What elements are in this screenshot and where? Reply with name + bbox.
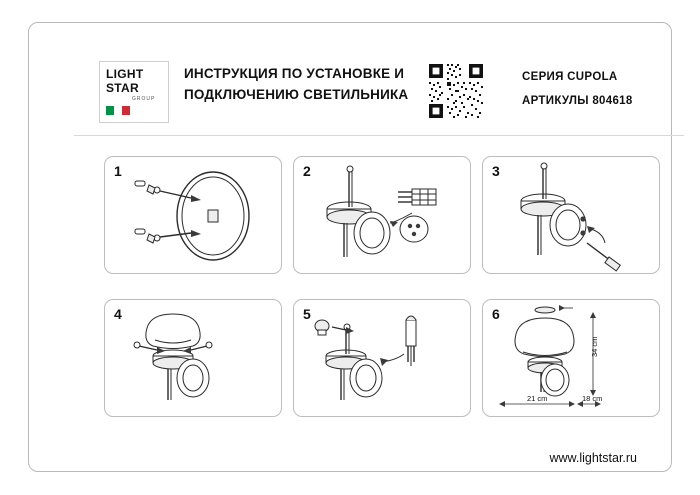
- website-url: www.lightstar.ru: [549, 451, 637, 465]
- series-article: АРТИКУЛЫ 804618: [522, 95, 633, 107]
- step-5: [293, 299, 471, 417]
- dimension-depth: 18 cm: [582, 394, 603, 403]
- title-line2: ПОДКЛЮЧЕНИЮ СВЕТИЛЬНИКА: [184, 87, 409, 102]
- page-title: [184, 63, 414, 105]
- step-6: [482, 299, 660, 417]
- step-3: [482, 156, 660, 274]
- header-divider: [74, 135, 684, 136]
- step-5-illustration: [294, 300, 470, 416]
- brand-group: GROUP: [132, 96, 156, 102]
- dimension-height: 34 cm: [590, 336, 599, 357]
- italy-flag-icon: [106, 106, 130, 115]
- qr-code-icon: [426, 61, 486, 121]
- step-4-number: 4: [114, 306, 122, 322]
- step-5-number: 5: [303, 306, 311, 322]
- title-line1: ИНСТРУКЦИЯ ПО УСТАНОВКЕ И: [184, 66, 405, 81]
- dimension-width: 21 cm: [527, 394, 548, 403]
- brand-logo: [99, 61, 169, 123]
- step-6-illustration: [483, 300, 659, 416]
- step-3-illustration: [483, 157, 659, 273]
- step-2-number: 2: [303, 163, 311, 179]
- brand-line1: LIGHT: [106, 67, 144, 81]
- step-6-number: 6: [492, 306, 500, 322]
- instruction-sheet: [28, 22, 672, 472]
- step-2: [293, 156, 471, 274]
- step-3-number: 3: [492, 163, 500, 179]
- step-1-illustration: [105, 157, 281, 273]
- step-1: [104, 156, 282, 274]
- step-4: [104, 299, 282, 417]
- series-info: [522, 65, 692, 113]
- step-1-number: 1: [114, 163, 122, 179]
- brand-line2: STAR: [106, 81, 139, 95]
- step-4-illustration: [105, 300, 281, 416]
- series-name: СЕРИЯ CUPOLA: [522, 71, 618, 83]
- header: [74, 61, 684, 127]
- step-2-illustration: [294, 157, 470, 273]
